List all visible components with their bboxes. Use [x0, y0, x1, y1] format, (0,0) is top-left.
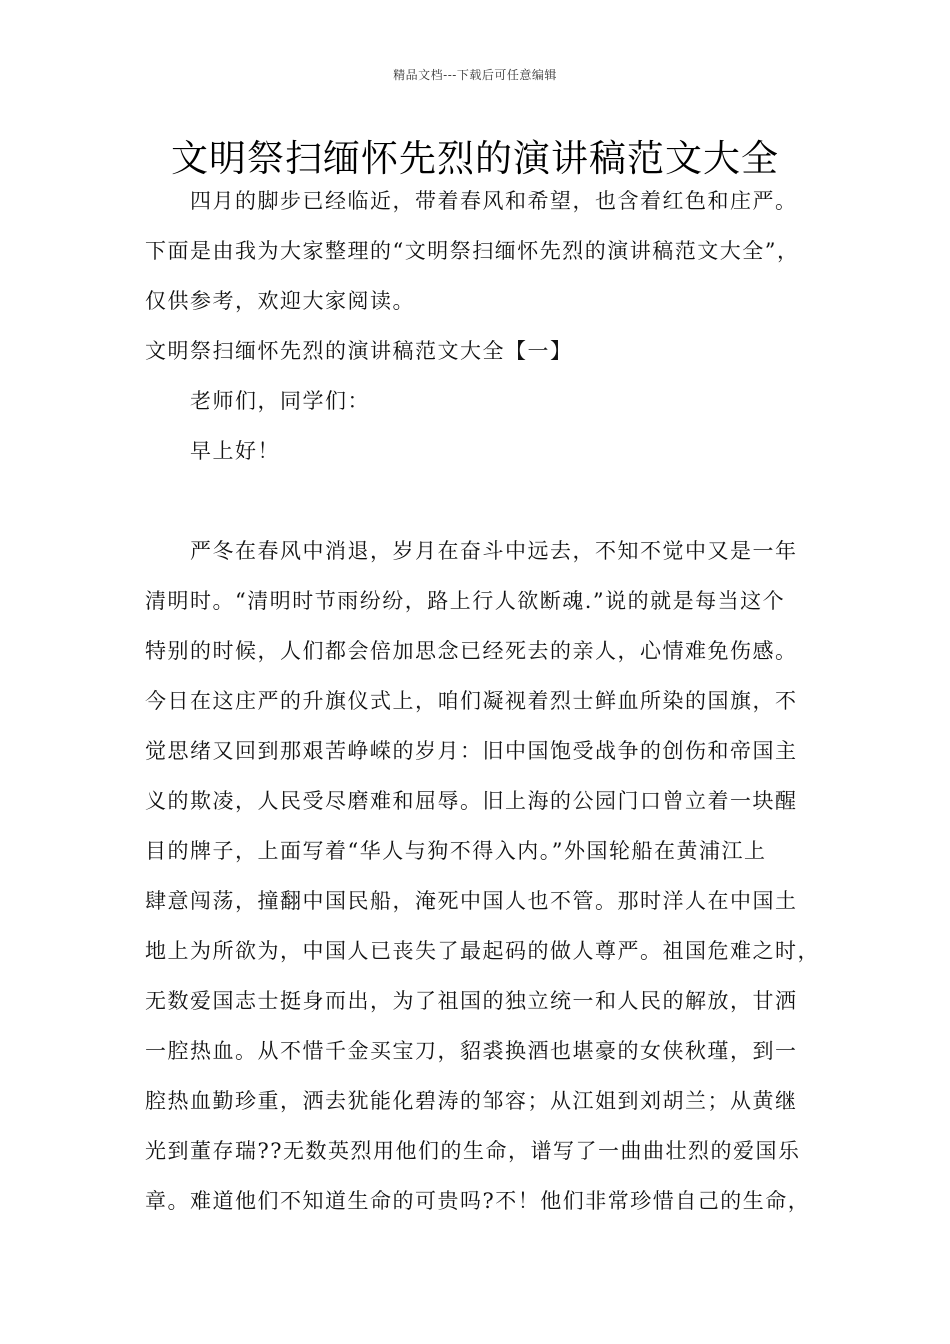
body-line: 无数爱国志士挺身而出，为了祖国的独立统一和人民的解放，甘洒	[145, 989, 798, 1013]
intro-line: 下面是由我为大家整理的“文明祭扫缅怀先烈的演讲稿范文大全”，	[145, 239, 800, 263]
section-heading: 文明祭扫缅怀先烈的演讲稿范文大全【一】	[145, 339, 573, 363]
greeting: 早上好！	[190, 439, 280, 463]
body-line: 目的牌子，上面写着“华人与狗不得入内。”外国轮船在黄浦江上	[145, 839, 767, 863]
intro-line: 仅供参考，欢迎大家阅读。	[145, 289, 415, 313]
body-line: 义的欺凌，人民受尽磨难和屈辱。旧上海的公园门口曾立着一块醒	[145, 789, 798, 813]
document-title: 文明祭扫缅怀先烈的演讲稿范文大全	[171, 137, 779, 180]
salutation: 老师们，同学们：	[190, 389, 370, 413]
body-line: 肆意闯荡，撞翻中国民船，淹死中国人也不管。那时洋人在中国土	[145, 889, 798, 913]
body-line: 特别的时候，人们都会倍加思念已经死去的亲人，心情难免伤感。	[145, 639, 798, 663]
body-line: 光到董存瑞??无数英烈用他们的生命，谱写了一曲曲壮烈的爱国乐	[145, 1139, 801, 1163]
body-line: 今日在这庄严的升旗仪式上，咱们凝视着烈士鲜血所染的国旗，不	[145, 689, 798, 713]
body-line: 地上为所欲为，中国人已丧失了最起码的做人尊严。祖国危难之时，	[145, 939, 820, 963]
body-line: 清明时。“清明时节雨纷纷，路上行人欲断魂.”说的就是每当这个	[145, 589, 786, 613]
body-line: 严冬在春风中消退，岁月在奋斗中远去，不知不觉中又是一年	[190, 539, 798, 563]
body-line: 腔热血勤珍重，洒去犹能化碧涛的邹容；从江姐到刘胡兰；从黄继	[145, 1089, 798, 1113]
body-line: 章。难道他们不知道生命的可贵吗?不！他们非常珍惜自己的生命，	[145, 1189, 811, 1213]
header-note: 精品文档---下载后可任意编辑	[393, 68, 557, 82]
body-line: 一腔热血。从不惜千金买宝刀，貂裘换酒也堪豪的女侠秋瑾，到一	[145, 1039, 798, 1063]
intro-line: 四月的脚步已经临近，带着春风和希望，也含着红色和庄严。	[190, 189, 798, 213]
body-line: 觉思绪又回到那艰苦峥嵘的岁月：旧中国饱受战争的创伤和帝国主	[145, 739, 798, 763]
